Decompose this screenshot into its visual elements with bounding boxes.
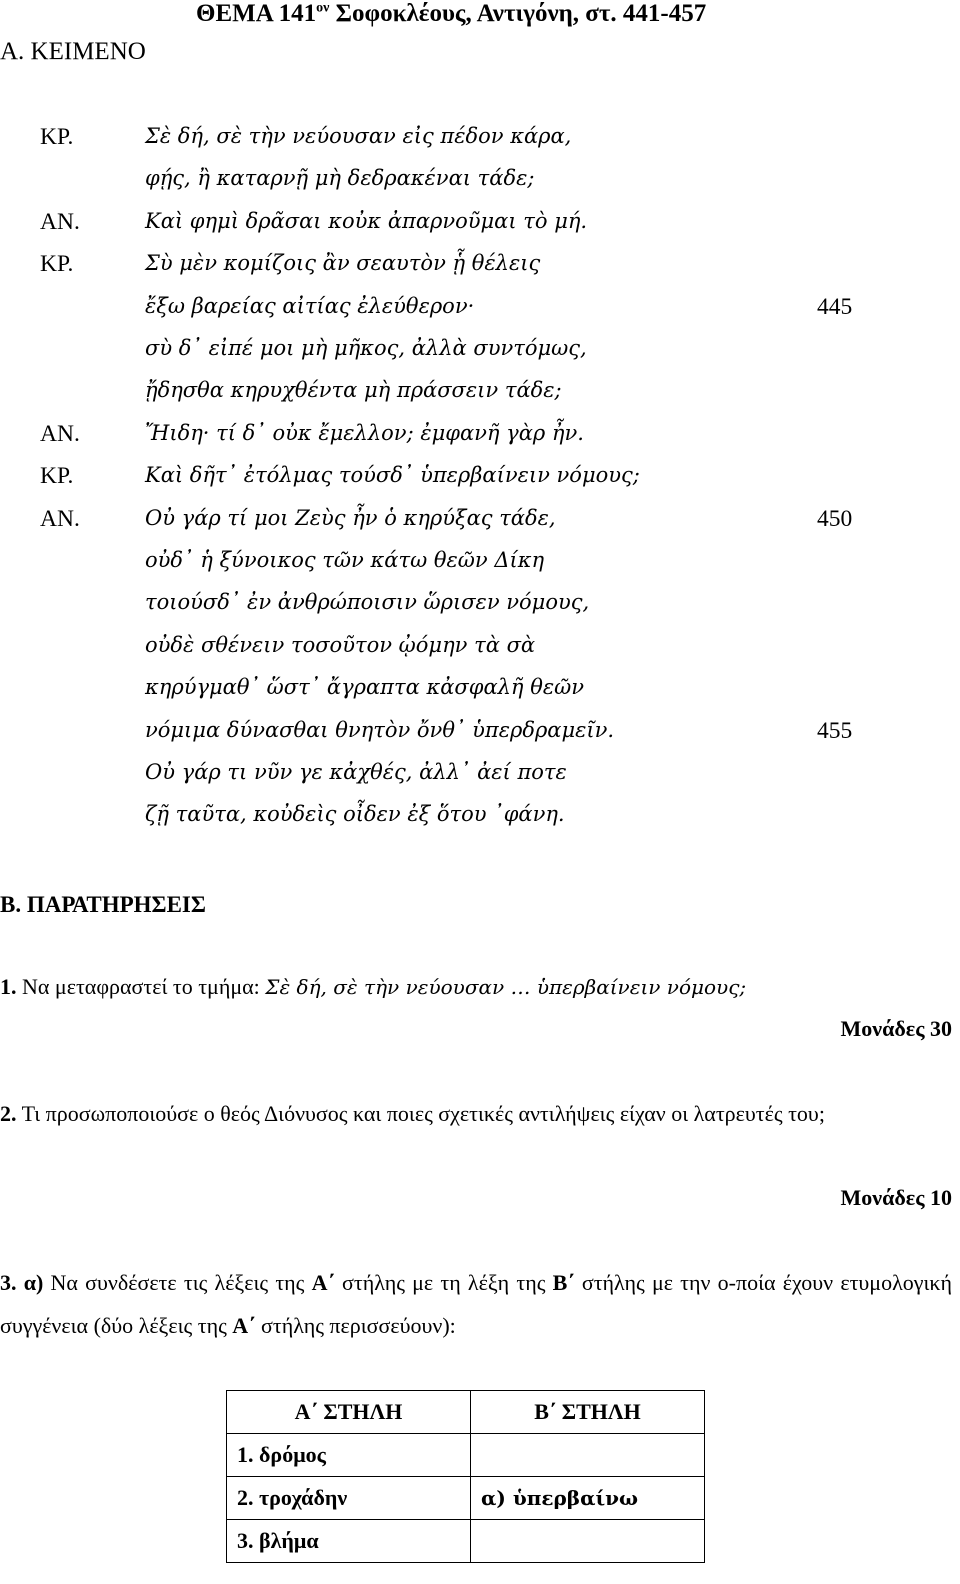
table-row: [227, 1434, 705, 1477]
line-speaker: ΑΝ.: [40, 505, 80, 532]
line-text: τοιούσδ᾽ ἐν ἀνθρώποισιν ὥρισεν νόμους,: [145, 590, 590, 615]
line-text: οὐδ᾽ ἡ ξύνοικος τῶν κάτω θεῶν Δίκη: [145, 548, 545, 572]
table-header-row: [227, 1391, 705, 1434]
line-text: Σὲ δή, σὲ τὴν νεύουσαν εἰς πέδον κάρα,: [145, 124, 572, 148]
text-line: [0, 463, 960, 493]
section-b-heading: Β. ΠΑΡΑΤΗΡΗΣΕΙΣ: [0, 892, 206, 917]
column-b-cell: [471, 1434, 705, 1477]
line-speaker: ΑΝ.: [40, 420, 80, 447]
line-text: Καὶ φημὶ δρᾶσαι κοὐκ ἀπαρνοῦμαι τὸ μή.: [145, 208, 588, 233]
question-3-text-1: Να συνδέσετε τις λέξεις της: [43, 1270, 312, 1295]
theme-title-prefix: ΘΕΜΑ 141: [196, 0, 317, 27]
line-text: Καὶ δῆτ᾽ ἐτόλμας τούσδ᾽ ὑπερβαίνειν νόμους;: [145, 463, 640, 488]
text-line: [0, 378, 960, 408]
question-3-text-3: στήλης με την ο-ποία έχουν ετυμολογική συγγένεια (δύο λέξεις της: [0, 1270, 953, 1338]
question-3-col-b-ref: Β΄: [552, 1270, 575, 1295]
theme-title: [196, 0, 706, 28]
text-line: [0, 294, 960, 324]
line-text: Οὐ γάρ τί μοι Ζεὺς ἦν ὁ κηρύξας τάδε,: [145, 505, 556, 530]
question-3-text-4: στήλης περισσεύουν):: [255, 1313, 456, 1338]
text-line: [0, 675, 960, 705]
question-3-col-a-ref-2: Α΄: [232, 1313, 256, 1338]
column-a-cell: 1. δρόμος: [227, 1434, 471, 1477]
line-text: Ἤιδη· τί δ᾽ οὐκ ἔμελλον; ἐμφανῆ γὰρ ἦν.: [145, 420, 584, 445]
column-a-header: Α΄ ΣΤΗΛΗ: [227, 1391, 471, 1434]
question-1: [0, 965, 952, 1009]
line-text: οὐδὲ σθένειν τοσοῦτον ᾠόμην τὰ σὰ: [145, 632, 536, 657]
theme-title-rest: Σοφοκλέους, Αντιγόνη, στ. 441-457: [329, 0, 707, 27]
question-2-number: 2.: [0, 1101, 17, 1126]
line-text: κηρύγμαθ᾽ ὥστ᾽ ἄγραπτα κἀσφαλῆ θεῶν: [145, 675, 584, 700]
question-1-text: Να μεταφραστεί το τμήμα:: [16, 974, 266, 999]
text-line: [0, 590, 960, 620]
column-b-header: Β΄ ΣΤΗΛΗ: [471, 1391, 705, 1434]
line-number: 445: [817, 293, 853, 320]
text-line: [0, 166, 960, 196]
column-a-cell: 3. βλήμα: [227, 1520, 471, 1563]
line-text: ἔξω βαρείας αἰτίας ἐλεύθερον·: [145, 293, 475, 318]
question-3-text-2: στήλης με τη λέξη της: [334, 1270, 553, 1295]
question-3-part: α): [23, 1270, 44, 1295]
text-line: [0, 760, 960, 790]
text-line: [0, 506, 960, 536]
line-text: ζῇ ταῦτα, κοὐδεὶς οἶδεν ἐξ ὅτου ᾽φάνη.: [145, 802, 565, 827]
text-line: [0, 633, 960, 663]
column-b-cell: [471, 1520, 705, 1563]
question-1-number: 1.: [0, 974, 17, 999]
line-text: Οὐ γάρ τι νῦν γε κἀχθές, ἀλλ᾽ ἀεί ποτε: [145, 760, 567, 784]
text-line: [0, 548, 960, 578]
question-3-col-a-ref: Α΄: [311, 1270, 335, 1295]
text-line: [0, 124, 960, 154]
text-line: [0, 421, 960, 451]
table-row: [227, 1520, 705, 1563]
question-1-points: Μονάδες 30: [840, 1016, 952, 1041]
question-3-number: 3.: [0, 1270, 17, 1295]
line-text: νόμιμα δύνασθαι θνητὸν ὄνθ᾽ ὑπερδραμεῖν.: [145, 717, 615, 742]
line-speaker: ΚΡ.: [40, 124, 74, 150]
question-2: [0, 1092, 952, 1135]
text-line: [0, 718, 960, 748]
line-text: φῄς, ἢ καταρνῇ μὴ δεδρακέναι τάδε;: [145, 166, 535, 191]
line-number: 455: [817, 717, 853, 744]
text-line: [0, 336, 960, 366]
line-number: 450: [817, 505, 853, 532]
table-row: [227, 1477, 705, 1520]
question-3: [0, 1261, 952, 1347]
column-a-cell: 2. τροχάδην: [227, 1477, 471, 1520]
text-line: [0, 802, 960, 832]
line-text: σὺ δ᾽ εἰπέ μοι μὴ μῆκος, ἀλλὰ συντόμως,: [145, 336, 587, 360]
text-line: [0, 251, 960, 281]
question-2-points: Μονάδες 10: [840, 1185, 952, 1210]
column-b-cell: α) ὑπερβαίνω: [471, 1477, 705, 1520]
text-line: [0, 209, 960, 239]
line-text: Σὺ μὲν κομίζοις ἂν σεαυτὸν ᾗ θέλεις: [145, 251, 541, 276]
theme-title-sup: ον: [316, 0, 330, 16]
question-2-text: Τι προσωποποιούσε ο θεός Διόνυσος και ποιες σχετικές αντιλήψεις είχαν οι λατρευτές του;: [16, 1101, 825, 1126]
line-speaker: ΚΡ.: [40, 463, 74, 490]
line-text: ᾔδησθα κηρυχθέντα μὴ πράσσειν τάδε;: [145, 378, 562, 403]
section-a-heading: Α. ΚΕΙΜΕΝΟ: [0, 38, 146, 65]
matching-table: [226, 1390, 705, 1563]
line-speaker: ΑΝ.: [40, 208, 80, 235]
question-1-quote: Σὲ δή, σὲ τὴν νεύουσαν … ὑπερβαίνειν νόμους;: [265, 975, 747, 999]
line-speaker: ΚΡ.: [40, 251, 74, 278]
